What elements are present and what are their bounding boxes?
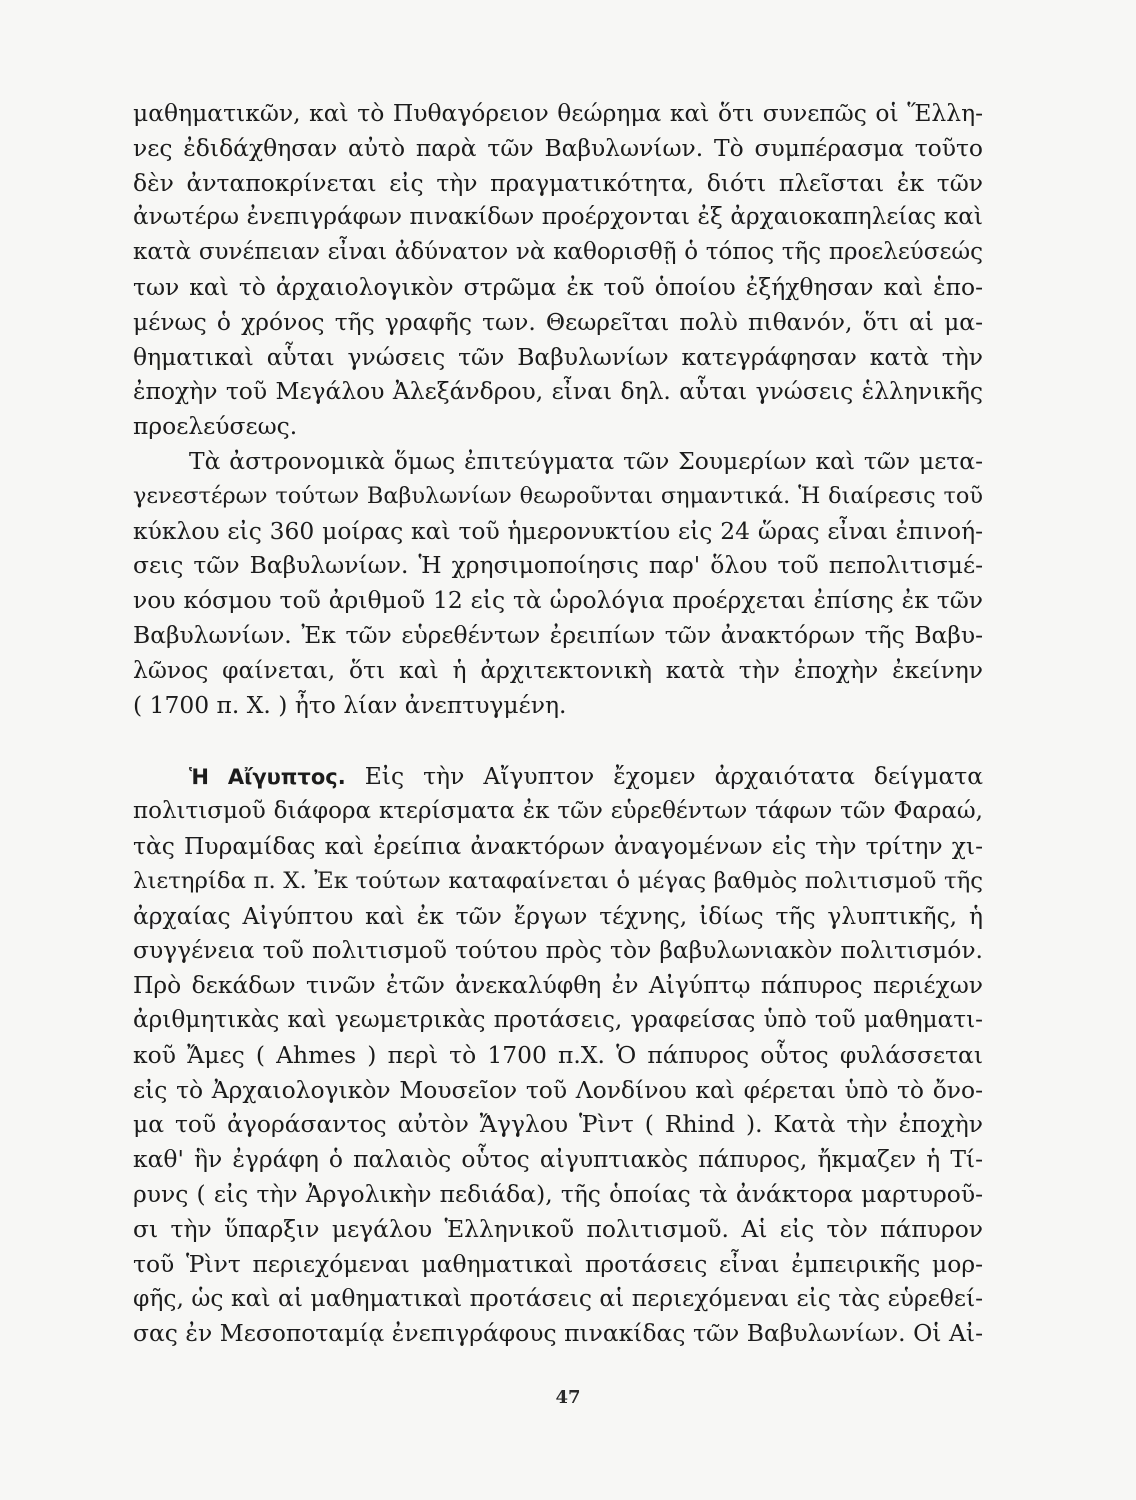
text-line: εἰς τὸ Ἀρχαιολογικὸν Μουσεῖον τοῦ Λονδίνου καὶ φέρεται ὑπὸ τὸ ὄνο- bbox=[133, 1075, 983, 1104]
text-line: Πρὸ δεκάδων τινῶν ἐτῶν ἀνεκαλύφθη ἐν Αἰγύπτῳ πάπυρος περιέχων bbox=[133, 971, 983, 1000]
text-line: προελεύσεως. bbox=[133, 412, 298, 441]
text-line: των καὶ τὸ ἀρχαιολογικὸν στρῶμα ἐκ τοῦ ὁποίου ἐξήχθησαν καὶ ἑπο- bbox=[133, 272, 983, 301]
text-line: μαθηματικῶν, καὶ τὸ Πυθαγόρειον θεώρημα καὶ ὅτι συνεπῶς οἱ Ἕλλη- bbox=[133, 99, 983, 127]
section-heading: Ἡ Αἴγυπτος. bbox=[189, 765, 346, 790]
text-line: Τὰ ἀστρονομικὰ ὅμως ἐπιτεύγματα τῶν Σουμερίων καὶ τῶν μετα- bbox=[189, 446, 983, 475]
text-line: φῆς, ὡς καὶ αἱ μαθηματικαὶ προτάσεις αἱ περιεχόμεναι εἰς τὰς εὑρεθεί- bbox=[133, 1284, 984, 1313]
text-line: δὲν ἀνταποκρίνεται εἰς τὴν πραγματικότητα, διότι πλεῖσται ἐκ τῶν bbox=[133, 168, 983, 197]
text-line: νου κόσμου τοῦ ἀριθμοῦ 12 εἰς τὰ ὡρολόγια προέρχεται ἐπίσης ἐκ τῶν bbox=[133, 586, 983, 615]
text-line: ἀρχαίας Αἰγύπτου καὶ ἐκ τῶν ἔργων τέχνης, ἰδίως τῆς γλυπτικῆς, ἡ bbox=[133, 901, 983, 930]
text-line: κοῦ Ἄμες ( Ahmes ) περὶ τὸ 1700 π.Χ. Ὁ πάπυρος οὗτος φυλάσσεται bbox=[133, 1040, 983, 1069]
text-line: λῶνος φαίνεται, ὅτι καὶ ἡ ἀρχιτεκτονικὴ κατὰ τὴν ἐποχὴν ἐκείνην bbox=[133, 655, 983, 684]
paragraph-babylonian-mathematics bbox=[133, 96, 983, 444]
text-line: κύκλου εἰς 360 μοίρας καὶ τοῦ ἡμερονυκτίου εἰς 24 ὥρας εἶναι ἐπινοή- bbox=[133, 516, 983, 545]
text-line: γενεστέρων τούτων Βαβυλωνίων θεωροῦνται σημαντικά. Ἡ διαίρεσις τοῦ bbox=[133, 482, 983, 509]
text-line: μα τοῦ ἀγοράσαντος αὐτὸν Ἄγγλου Ῥὶντ ( Rhind ). Κατὰ τὴν ἐποχὴν bbox=[133, 1110, 983, 1139]
text-line: θηματικαὶ αὗται γνώσεις τῶν Βαβυλωνίων κατεγράφησαν κατὰ τὴν bbox=[133, 342, 983, 371]
text-line: σας ἐν Μεσοποταμίᾳ ἐνεπιγράφους πινακίδας τῶν Βαβυλωνίων. Οἱ Αἰ- bbox=[133, 1319, 983, 1348]
text-line: Βαβυλωνίων. Ἐκ τῶν εὑρεθέντων ἐρειπίων τῶν ἀνακτόρων τῆς Βαβυ- bbox=[133, 620, 983, 649]
body-text bbox=[133, 96, 983, 1351]
text-line: ρυνς ( εἰς τὴν Ἀργολικὴν πεδιάδα), τῆς ὁποίας τὰ ἀνάκτορα μαρτυροῦ- bbox=[133, 1179, 983, 1208]
text-line: μένως ὁ χρόνος τῆς γραφῆς των. Θεωρεῖται πολὺ πιθανόν, ὅτι αἱ μα- bbox=[133, 307, 983, 336]
text-line: τὰς Πυραμίδας καὶ ἐρείπια ἀνακτόρων ἀναγομένων εἰς τὴν τρίτην χι- bbox=[133, 831, 983, 860]
text-line: ἐποχὴν τοῦ Μεγάλου Ἀλεξάνδρου, εἶναι δηλ. αὗται γνώσεις ἑλληνικῆς bbox=[133, 377, 983, 406]
paragraph-egypt bbox=[133, 759, 983, 1351]
text-line: συγγένεια τοῦ πολιτισμοῦ τούτου πρὸς τὸν βαβυλωνιακὸν πολιτισμόν. bbox=[133, 936, 983, 965]
text-line: ( 1700 π. Χ. ) ἦτο λίαν ἀνεπτυγμένη. bbox=[133, 690, 567, 719]
text-line bbox=[133, 759, 983, 794]
text-line: καθ' ἣν ἐγράφη ὁ παλαιὸς οὗτος αἰγυπτιακὸς πάπυρος, ἤκμαζεν ἡ Τί- bbox=[133, 1145, 983, 1174]
text-line: τοῦ Ῥὶντ περιεχόμεναι μαθηματικαὶ προτάσεις εἶναι ἐμπειρικῆς μορ- bbox=[133, 1249, 983, 1278]
text-line: νες ἐδιδάχθησαν αὐτὸ παρὰ τῶν Βαβυλωνίων. Τὸ συμπέρασμα τοῦτο bbox=[133, 133, 983, 162]
text-line: ἀριθμητικὰς καὶ γεωμετρικὰς προτάσεις, γραφείσας ὑπὸ τοῦ μαθηματι- bbox=[133, 1005, 983, 1033]
text-line: σι τὴν ὕπαρξιν μεγάλου Ἑλληνικοῦ πολιτισμοῦ. Αἱ εἰς τὸν πάπυρον bbox=[133, 1214, 983, 1243]
text-line-content: Εἰς τὴν Αἴγυπτον ἔχομεν ἀρχαιότατα δείγματα bbox=[345, 762, 983, 791]
text-line: λιετηρίδα π. Χ. Ἐκ τούτων καταφαίνεται ὁ μέγας βαθμὸς πολιτισμοῦ τῆς bbox=[133, 867, 983, 894]
text-line: κατὰ συνέπειαν εἶναι ἀδύνατον νὰ καθορισθῇ ὁ τόπος τῆς προελεύσεώς bbox=[133, 239, 983, 266]
text-line: σεις τῶν Βαβυλωνίων. Ἡ χρησιμοποίησις παρ' ὅλου τοῦ πεπολιτισμέ- bbox=[133, 551, 983, 580]
text-line: ἀνωτέρω ἐνεπιγράφων πινακίδων προέρχονται ἐξ ἀρχαιοκαπηλείας καὶ bbox=[133, 203, 983, 231]
section-spacer bbox=[133, 722, 983, 759]
page-number: 47 bbox=[555, 1387, 581, 1408]
paragraph-astronomy bbox=[133, 444, 983, 722]
text-line: πολιτισμοῦ διάφορα κτερίσματα ἐκ τῶν εὑρεθέντων τάφων τῶν Φαραώ, bbox=[133, 798, 983, 825]
